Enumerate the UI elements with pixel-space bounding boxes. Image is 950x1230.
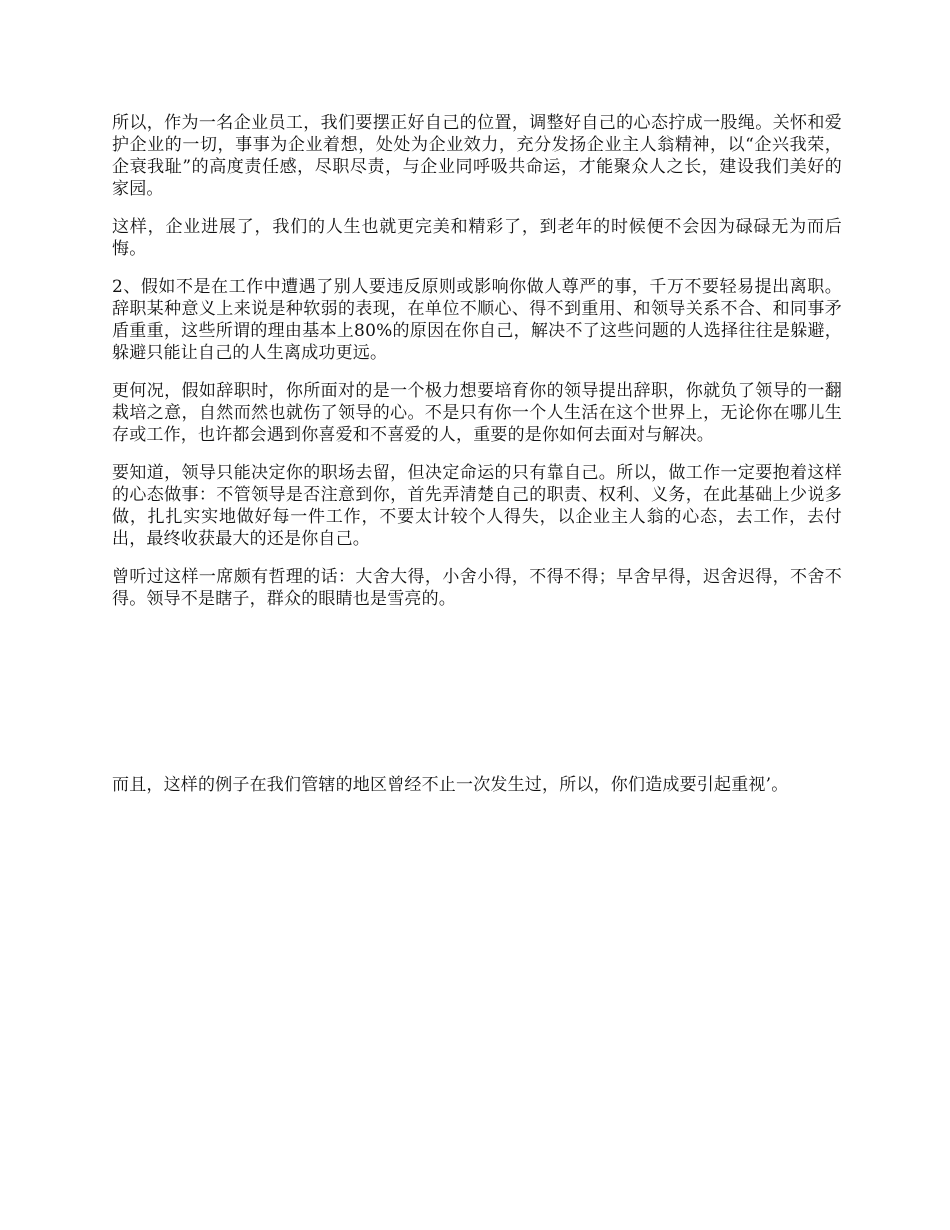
document-body (112, 112, 842, 795)
paragraph-5: 要知道，领导只能决定你的职场去留，但决定命运的只有靠自己。所以，做工作一定要抱着这样的心态做事：不管领导是否注意到你，首先弄清楚自己的职责、权利、义务，在此基础上少说多做，扎扎实实地做好每一件工作，不要太计较个人得失，以企业主人翁的心态，去工作，去付出，最终收获最大的还是你自己。 (112, 463, 842, 549)
closing-paragraph: 而且，这样的例子在我们管辖的地区曾经不止一次发生过，所以，你们造成要引起重视’。 (112, 775, 789, 795)
paragraph-1: 所以，作为一名企业员工，我们要摆正好自己的位置，调整好自己的心态拧成一股绳。关怀和爱护企业的一切，事事为企业着想，处处为企业效力，充分发扬企业主人翁精神，以“企兴我荣，企衰我耻”的高度责任感，尽职尽责，与企业同呼吸共命运，才能聚众人之长，建设我们美好的家园。 (112, 113, 842, 199)
paragraph-2: 这样，企业进展了，我们的人生也就更完美和精彩了，到老年的时候便不会因为碌碌无为而后悔。 (112, 217, 842, 259)
paragraph-4: 更何况，假如辞职时，你所面对的是一个极力想要培育你的领导提出辞职，你就负了领导的一翻栽培之意，自然而然也就伤了领导的心。不是只有你一个人生活在这个世界上，无论你在哪儿生存或工作，也许都会遇到你喜爱和不喜爱的人，重要的是你如何去面对与解决。 (112, 381, 842, 445)
paragraph-3: 2、假如不是在工作中遭遇了别人要违反原则或影响你做人尊严的事，千万不要轻易提出离职。辞职某种意义上来说是种软弱的表现，在单位不顺心、得不到重用、和领导关系不合、和同事矛盾重重，这些所谓的理由基本上80%的原因在你自己，解决不了这些问题的人选择往往是躲避，躲避只能让自己的人生离成功更远。 (112, 277, 842, 363)
paragraph-6: 曾听过这样一席颇有哲理的话：大舍大得，小舍小得，不得不得；早舍早得，迟舍迟得，不舍不得。领导不是瞎子，群众的眼睛也是雪亮的。 (112, 567, 842, 609)
